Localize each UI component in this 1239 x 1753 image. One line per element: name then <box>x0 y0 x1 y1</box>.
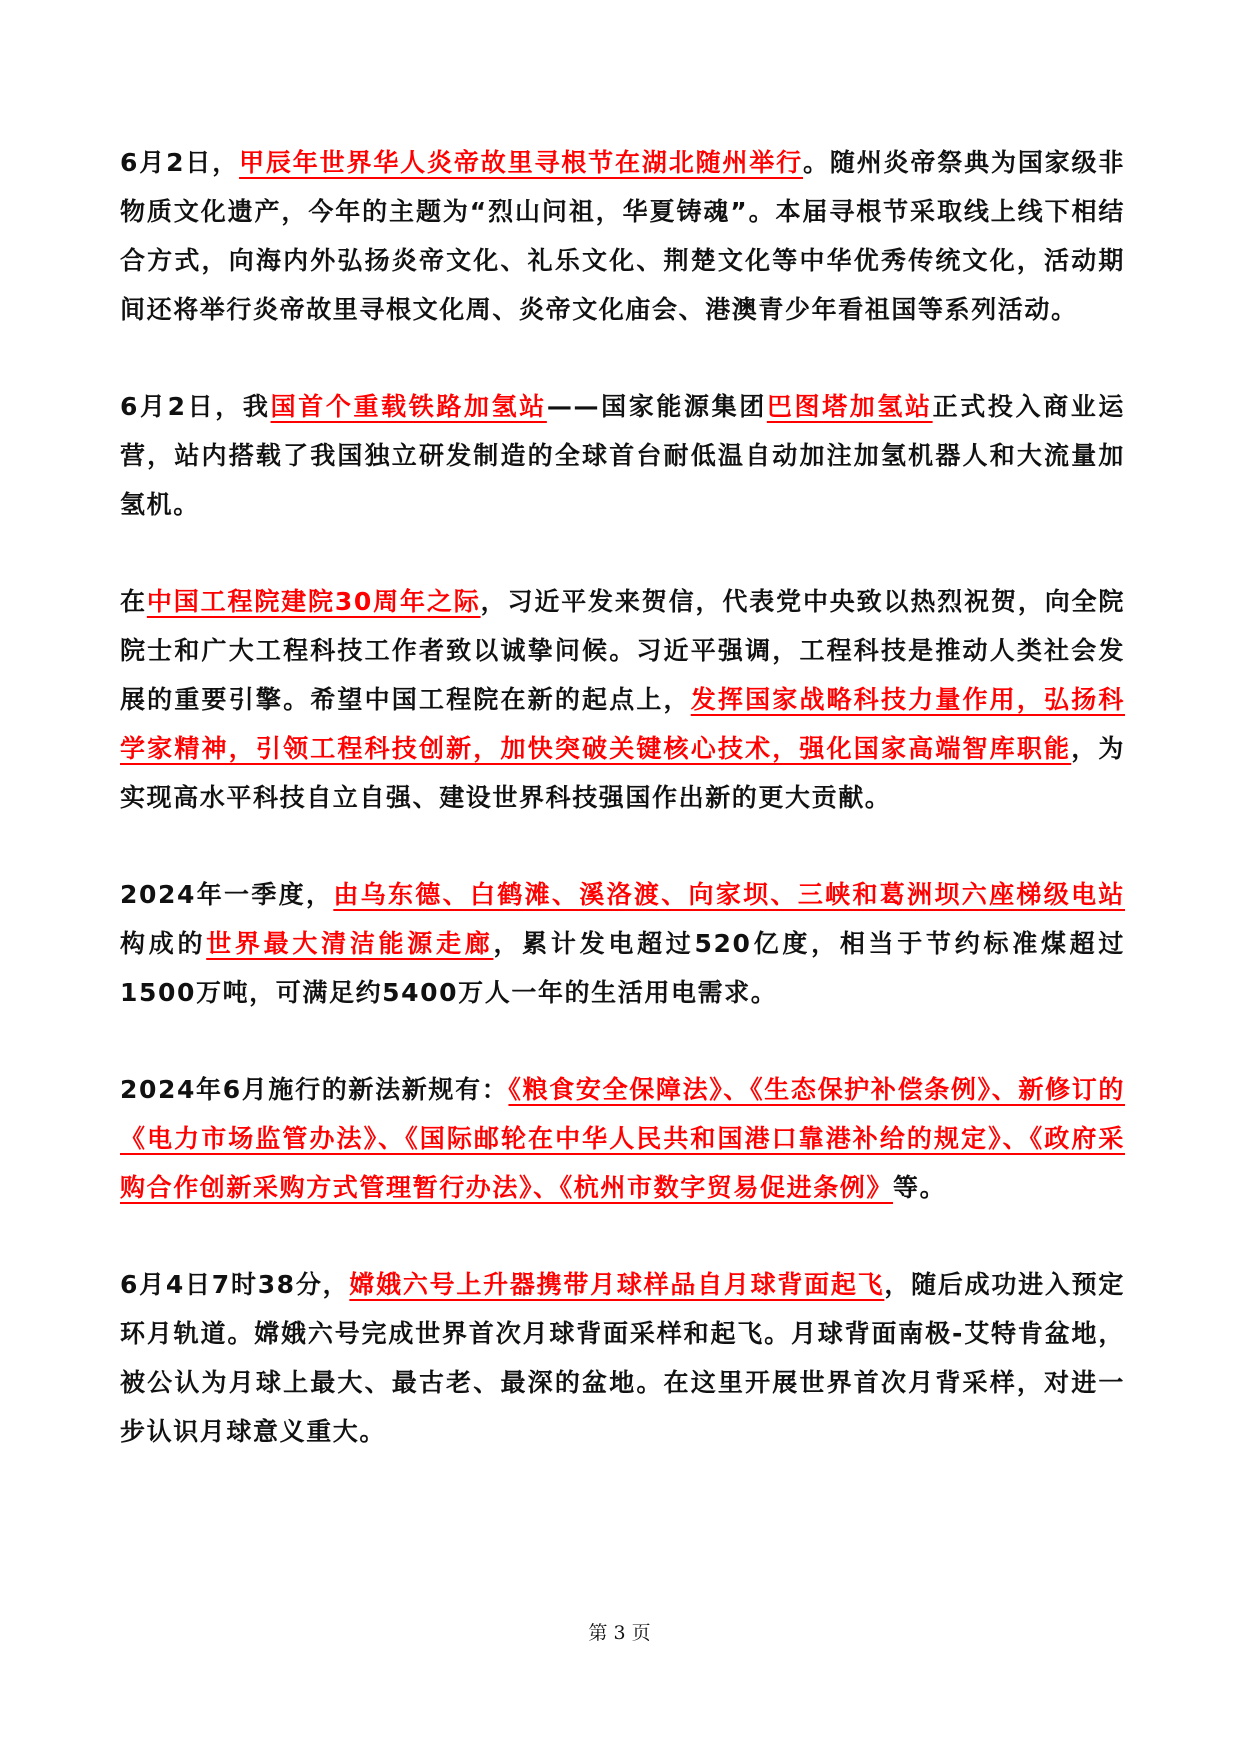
text: ，为实现高水平科技自立自强、建设世界科技强国作出新的更大贡献。 <box>120 734 1125 812</box>
text: 6月2日，我 <box>120 392 271 421</box>
paragraph-hydrogen-station <box>120 382 1125 529</box>
text: 2024年6月施行的新法新规有： <box>120 1075 509 1104</box>
text: ——国家能源集团 <box>546 392 767 421</box>
paragraph-engineering-academy <box>120 577 1125 822</box>
highlighted-text: 中国工程院建院30周年之际 <box>146 587 481 616</box>
paragraph-new-regulations <box>120 1065 1125 1212</box>
highlighted-text: 巴图塔加氢站 <box>766 392 933 421</box>
text: 等。 <box>893 1173 947 1202</box>
highlighted-text: 由乌东德、白鹤滩、溪洛渡、向家坝、三峡和葛洲坝六座梯级电站 <box>333 880 1125 909</box>
document-page <box>120 138 1125 1504</box>
highlighted-text: 世界最大清洁能源走廊 <box>206 929 494 958</box>
text: 。随州炎帝祭典为国家级非物质文化遗产，今年的主题为“烈山问祖，华夏铸魂”。本届寻根节采取线上线下相结合方式，向海内外弘扬炎帝文化、礼乐文化、荆楚文化等中华优秀传统文化，活动期间还将举行炎帝故里寻根文化周、炎帝文化庙会、港澳青少年看祖国等系列活动。 <box>120 148 1125 324</box>
highlighted-text: 甲辰年世界华人炎帝故里寻根节在湖北随州举行 <box>239 148 803 177</box>
text: 6月2日， <box>120 148 240 177</box>
highlighted-text: 发挥国家战略科技力量作用，弘扬科学家精神，引领工程科技创新，加快突破关键核心技术，强化国家高端智库职能 <box>120 685 1125 763</box>
highlighted-text: 《粮食安全保障法》、《生态保护补偿条例》、新修订的《电力市场监管办法》、《国际邮轮在中华人民共和国港口靠港补给的规定》、《政府采购合作创新采购方式管理暂行办法》、《杭州市数字贸易促进条例》 <box>120 1075 1125 1202</box>
text: 构成的 <box>120 929 207 958</box>
text: ，累计发电超过520亿度，相当于节约标准煤超过1500万吨，可满足约5400万人一年的生活用电需求。 <box>120 929 1125 1007</box>
page-number: 第 3 页 <box>588 1622 651 1644</box>
text: 2024年一季度， <box>120 880 334 909</box>
paragraph-change6 <box>120 1260 1125 1456</box>
paragraph-clean-energy-corridor <box>120 870 1125 1017</box>
highlighted-text: 嫦娥六号上升器携带月球样品自月球背面起飞 <box>349 1270 885 1299</box>
text: 正式投入商业运营，站内搭载了我国独立研发制造的全球首台耐低温自动加注加氢机器人和大流量加氢机。 <box>120 392 1125 519</box>
highlighted-text: 国首个重载铁路加氢站 <box>270 392 547 421</box>
text: 在 <box>120 587 147 616</box>
text: ，习近平发来贺信，代表党中央致以热烈祝贺，向全院院士和广大工程科技工作者致以诚挚问候。习近平强调，工程科技是推动人类社会发展的重要引擎。希望中国工程院在新的起点上， <box>120 587 1126 714</box>
text: 6月4日7时38分， <box>120 1270 350 1299</box>
paragraph-yandi-festival <box>120 138 1125 334</box>
text: ，随后成功进入预定环月轨道。嫦娥六号完成世界首次月球背面采样和起飞。月球背面南极-艾特肯盆地，被公认为月球上最大、最古老、最深的盆地。在这里开展世界首次月背采样，对进一步认识月球意义重大。 <box>120 1270 1125 1446</box>
